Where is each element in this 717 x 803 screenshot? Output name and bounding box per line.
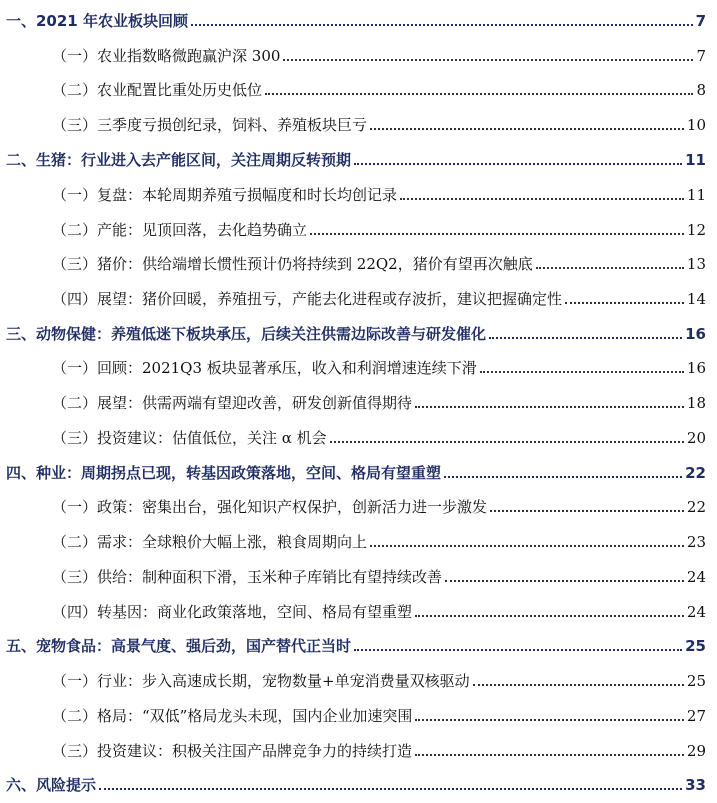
- dot-leader: [445, 580, 684, 582]
- toc-entry-page: 22: [686, 498, 706, 516]
- toc-entry-4[interactable]: [0, 457, 706, 483]
- toc-entry-page: 25: [686, 672, 706, 690]
- toc-entry-3[interactable]: [0, 318, 706, 344]
- toc-entry-page: 12: [686, 221, 706, 239]
- toc-entry-title: 六、风险提示: [6, 776, 97, 794]
- toc-entry-title: 三、动物保健：养殖低迷下板块承压，后续关注供需边际改善与研发催化: [6, 325, 487, 343]
- toc-entry-page: 10: [686, 116, 706, 134]
- toc-entry-title: （二）农业配置比重处历史低位: [52, 81, 263, 99]
- toc-entry-title: （一）农业指数略微跑赢沪深 300: [52, 47, 281, 65]
- toc-entry-page: 20: [686, 429, 706, 447]
- toc-entry-page: 24: [686, 603, 706, 621]
- toc-entry-title: （二）展望：供需两端有望迎改善，研发创新值得期待: [52, 394, 413, 412]
- toc-entry-6[interactable]: [0, 769, 706, 795]
- dot-leader: [370, 128, 684, 130]
- dot-leader: [415, 754, 684, 756]
- dot-leader: [444, 476, 682, 478]
- toc-entry-4-2[interactable]: [0, 526, 706, 552]
- toc-entry-1-2[interactable]: [0, 74, 706, 100]
- toc-entry-title: （四）转基因：商业化政策落地，空间、格局有望重塑: [52, 603, 413, 621]
- toc-entry-page: 25: [685, 637, 706, 655]
- toc-entry-page: 22: [685, 464, 706, 482]
- toc-entry-page: 23: [686, 533, 706, 551]
- dot-leader: [99, 788, 682, 790]
- toc-entry-page: 33: [685, 776, 706, 794]
- dot-leader: [354, 163, 682, 165]
- toc-entry-title: （一）复盘：本轮周期养殖亏损幅度和时长均创记录: [52, 186, 398, 204]
- dot-leader: [489, 337, 682, 339]
- toc-entry-title: （三）投资建议：积极关注国产品牌竞争力的持续打造: [52, 742, 413, 760]
- toc-entry-1[interactable]: [0, 5, 706, 31]
- dot-leader: [480, 371, 684, 373]
- toc-entry-1-1[interactable]: [0, 40, 706, 66]
- toc-entry-page: 16: [686, 359, 706, 377]
- dot-leader: [191, 24, 693, 26]
- dot-leader: [536, 267, 684, 269]
- toc-entry-2-1[interactable]: [0, 179, 706, 205]
- dot-leader: [310, 233, 684, 235]
- toc-entry-title: （三）供给：制种面积下滑，玉米种子库销比有望持续改善: [52, 568, 443, 586]
- dot-leader: [370, 545, 684, 547]
- toc-entry-page: 24: [686, 568, 706, 586]
- toc-entry-page: 14: [686, 290, 706, 308]
- dot-leader: [473, 684, 684, 686]
- toc-entry-page: 7: [695, 12, 706, 30]
- toc-entry-5-1[interactable]: [0, 665, 706, 691]
- toc-entry-page: 11: [686, 186, 706, 204]
- toc-entry-3-1[interactable]: [0, 352, 706, 378]
- toc-entry-5-2[interactable]: [0, 700, 706, 726]
- toc-entry-page: 11: [685, 151, 706, 169]
- toc-entry-title: （二）格局：“双低”格局龙头未现，国内企业加速突围: [52, 707, 413, 725]
- dot-leader: [415, 719, 684, 721]
- toc-entry-page: 8: [696, 81, 706, 99]
- toc-entry-title: 二、生猪：行业进入去产能区间，关注周期反转预期: [6, 151, 352, 169]
- toc-entry-1-3[interactable]: [0, 109, 706, 135]
- toc-entry-title: （二）产能：见顶回落，去化趋势确立: [52, 221, 308, 239]
- toc-entry-3-3[interactable]: [0, 422, 706, 448]
- dot-leader: [400, 198, 684, 200]
- toc-entry-3-2[interactable]: [0, 387, 706, 413]
- dot-leader: [354, 649, 682, 651]
- toc-entry-page: 29: [686, 742, 706, 760]
- toc-entry-page: 13: [686, 255, 706, 273]
- toc-entry-title: （四）展望：猪价回暖，养殖扭亏，产能去化进程或存波折，建议把握确定性: [52, 290, 563, 308]
- dot-leader: [565, 302, 684, 304]
- toc-entry-4-4[interactable]: [0, 596, 706, 622]
- dot-leader: [283, 59, 693, 61]
- toc-entry-4-1[interactable]: [0, 491, 706, 517]
- toc-entry-page: 7: [696, 47, 706, 65]
- toc-entry-title: （三）三季度亏损创纪录，饲料、养殖板块巨亏: [52, 116, 368, 134]
- toc-entry-title: 四、种业：周期拐点已现，转基因政策落地，空间、格局有望重塑: [6, 464, 442, 482]
- toc-entry-title: 一、2021 年农业板块回顾: [6, 12, 188, 30]
- toc-entry-page: 16: [685, 325, 706, 343]
- toc-entry-2-2[interactable]: [0, 214, 706, 240]
- toc-entry-page: 18: [686, 394, 706, 412]
- toc-entry-4-3[interactable]: [0, 561, 706, 587]
- dot-leader: [490, 510, 684, 512]
- toc-entry-title: （一）行业：步入高速成长期，宠物数量+单宠消费量双核驱动: [52, 672, 470, 690]
- dot-leader: [330, 441, 684, 443]
- toc-entry-title: 五、宠物食品：高景气度、强后劲，国产替代正当时: [6, 637, 352, 655]
- toc-entry-2-4[interactable]: [0, 283, 706, 309]
- toc-entry-title: （一）政策：密集出台，强化知识产权保护，创新活力进一步激发: [52, 498, 488, 516]
- toc-entry-2-3[interactable]: [0, 248, 706, 274]
- toc-entry-5-3[interactable]: [0, 735, 706, 761]
- toc-entry-title: （二）需求：全球粮价大幅上涨，粮食周期向上: [52, 533, 368, 551]
- toc-entry-page: 27: [686, 707, 706, 725]
- toc-entry-title: （三）猪价：供给端增长惯性预计仍将持续到 22Q2，猪价有望再次触底: [52, 255, 533, 273]
- toc-entry-2[interactable]: [0, 144, 706, 170]
- toc-entry-title: （三）投资建议：估值低位，关注 α 机会: [52, 429, 327, 447]
- dot-leader: [415, 406, 684, 408]
- dot-leader: [415, 615, 684, 617]
- dot-leader: [265, 93, 693, 95]
- toc-entry-5[interactable]: [0, 630, 706, 656]
- toc-entry-title: （一）回顾：2021Q3 板块显著承压，收入和利润增速连续下滑: [52, 359, 477, 377]
